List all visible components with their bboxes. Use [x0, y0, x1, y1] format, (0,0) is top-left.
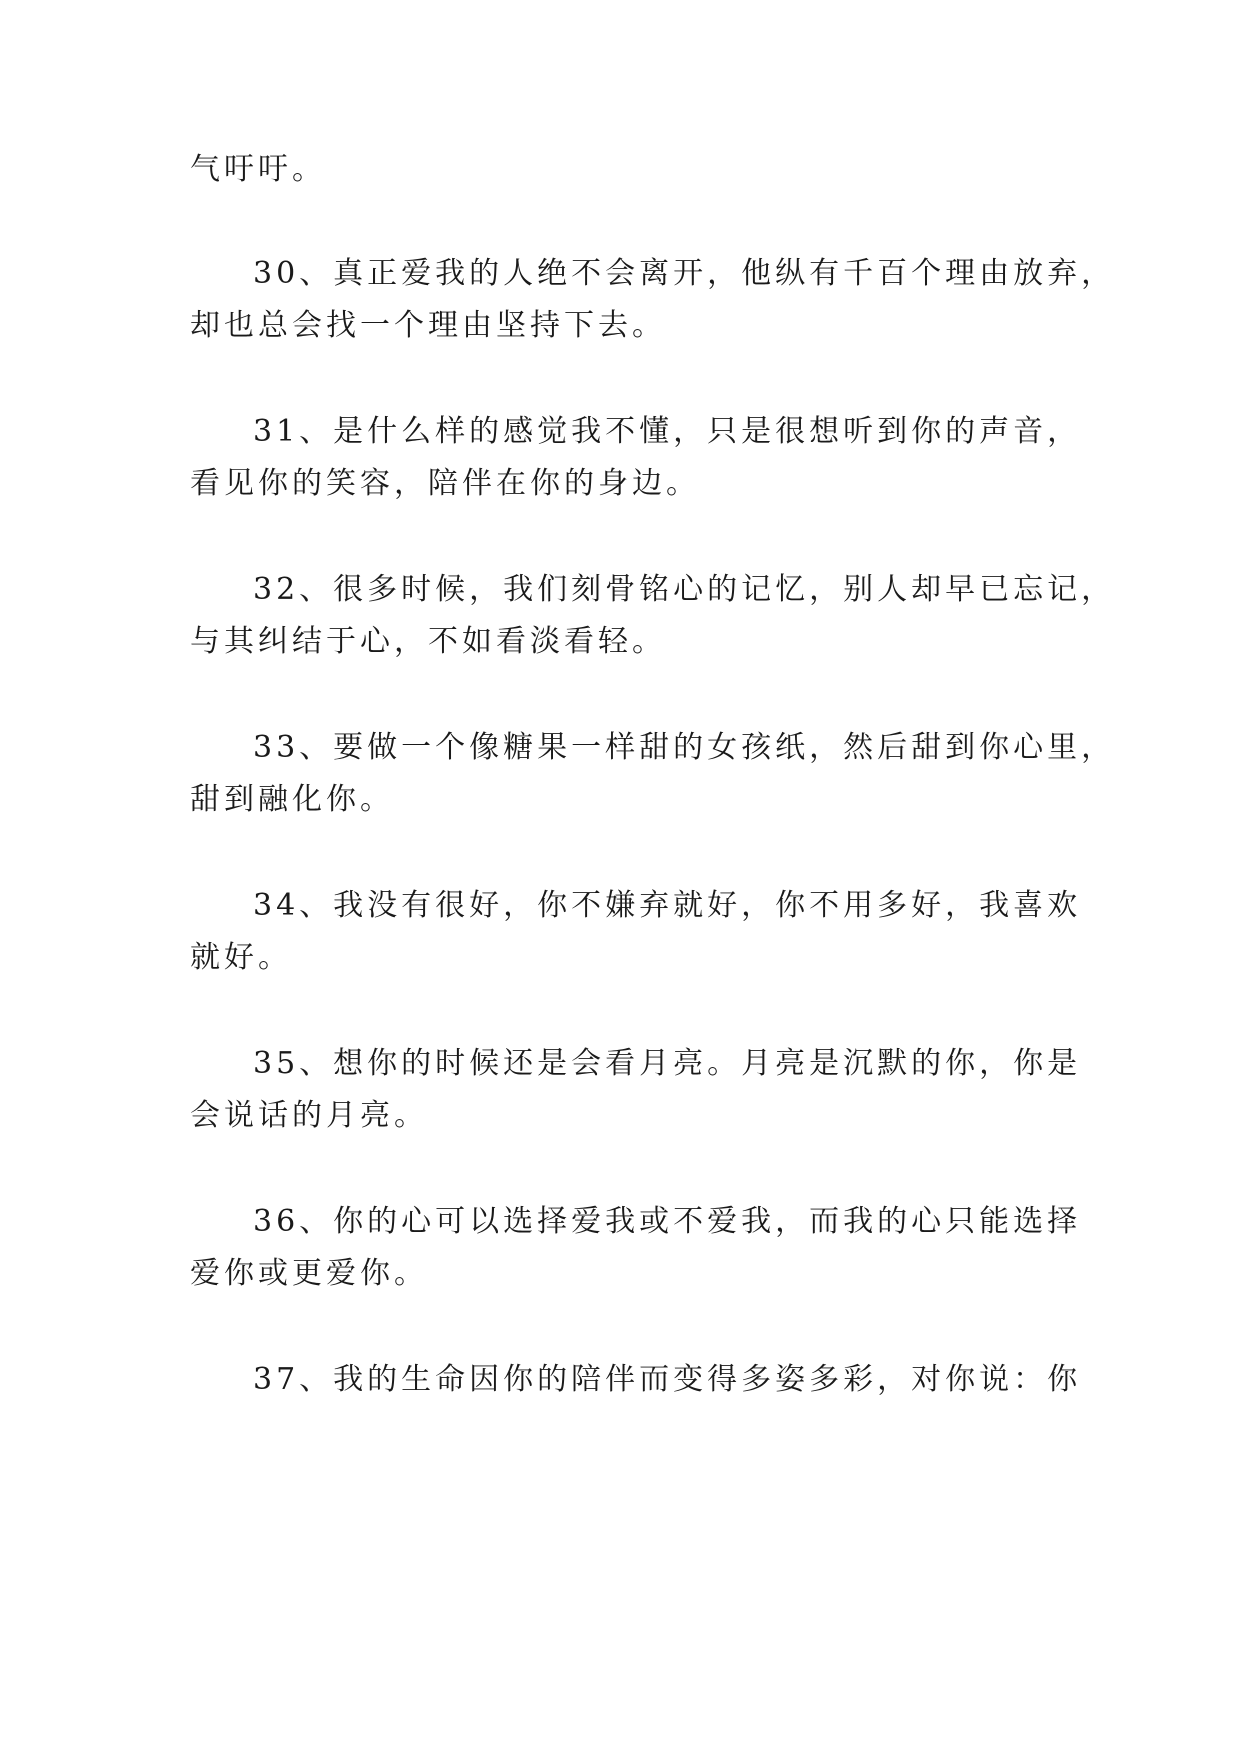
paragraph-33-line-1: 33、要做一个像糖果一样甜的女孩纸，然后甜到你心里， — [253, 730, 1116, 765]
paragraph-34-line-1: 34、我没有很好，你不嫌弃就好，你不用多好，我喜欢 — [253, 888, 1082, 923]
paragraph-30-line-2: 却也总会找一个理由坚持下去。 — [190, 308, 666, 343]
paragraph-33-line-2: 甜到融化你。 — [190, 782, 394, 817]
paragraph-32-line-2: 与其纠结于心，不如看淡看轻。 — [190, 624, 666, 659]
paragraph-34-line-2: 就好。 — [190, 940, 292, 975]
paragraph-31-line-2: 看见你的笑容，陪伴在你的身边。 — [190, 466, 700, 501]
paragraph-32-line-1: 32、很多时候，我们刻骨铭心的记忆，别人却早已忘记， — [253, 572, 1116, 607]
paragraph-35-line-1: 35、想你的时候还是会看月亮。月亮是沉默的你，你是 — [253, 1046, 1082, 1081]
paragraph-36-line-2: 爱你或更爱你。 — [190, 1256, 428, 1291]
paragraph-36-line-1: 36、你的心可以选择爱我或不爱我，而我的心只能选择 — [253, 1204, 1082, 1239]
paragraph-30-line-1: 30、真正爱我的人绝不会离开，他纵有千百个理由放弃， — [253, 256, 1116, 291]
paragraph-35-line-2: 会说话的月亮。 — [190, 1098, 428, 1133]
paragraph-31-line-1: 31、是什么样的感觉我不懂，只是很想听到你的声音， — [253, 414, 1082, 449]
paragraph-37-line-1: 37、我的生命因你的陪伴而变得多姿多彩，对你说：你 — [253, 1362, 1082, 1397]
paragraph-continuation-line: 气吁吁。 — [190, 152, 326, 187]
